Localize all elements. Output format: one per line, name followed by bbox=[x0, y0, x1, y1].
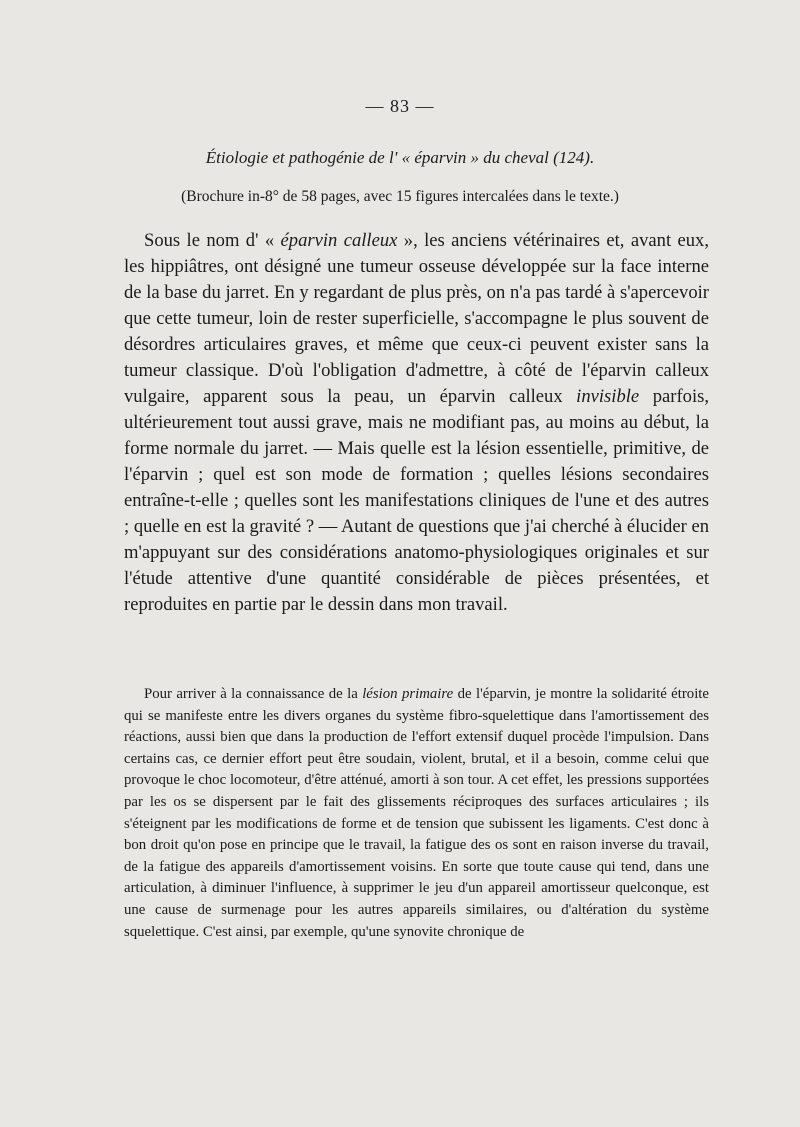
secondary-emphasis-1: lésion primaire bbox=[362, 686, 454, 702]
main-text-2: », les anciens vétérinaires et, avant eux, les hippiâtres, ont désigné une tumeur osseuse développée sur la face interne de la base du jarret. En y regardant de plus près, on n'a pas tardé à s'apercevoir que cette tumeur, loin de rester superficielle, s'accompagne le plus souvent de désordres articulaires graves, et même que ceux-ci peuvent exister sans la tumeur classique. D'où l'obligation d'admettre, à côté de l'éparvin calleux vulgaire, apparent sous la peau, un éparvin calleux bbox=[124, 230, 709, 407]
page-number: — 83 — bbox=[365, 96, 435, 116]
secondary-text-2: de l'éparvin, je montre la solidarité étroite qui se manifeste entre les divers organes du système fibro-squelettique dans l'amortissement des réactions, aussi bien que dans la production de l'effort extensif duquel procède l'impulsion. Dans certains cas, ce dernier effort peut être soudain, violent, brutal, et il a besoin, comme celui que provoque le choc locomoteur, d'être atténué, amorti à son tour. A cet effet, les pressions supportées par les os se dispersent par le fait des glissements réciproques des surfaces articulaires ; ils s'éteignent par les modifications de forme et de tension que subissent les ligaments. C'est donc à bon droit qu'on pose en principe que le travail, la fatigue des os sont en raison inverse du travail, de la fatigue des appareils d'amortissement voisins. En sorte que toute cause qui tend, dans une articulation, à diminuer l'influence, à supprimer le jeu d'un appareil amortisseur quelconque, est une cause de surmenage pour les autres appareils similaires, ou d'altération du système squelettique. C'est ainsi, par exemple, qu'une synovite chronique de bbox=[124, 686, 709, 940]
main-emphasis-2: invisible bbox=[576, 386, 640, 407]
section-subtitle: (Brochure in-8° de 58 pages, avec 15 figures intercalées dans le texte.) bbox=[181, 188, 619, 205]
main-emphasis-1: éparvin calleux bbox=[280, 230, 398, 251]
section-title: Étiologie et pathogénie de l' « éparvin » du cheval (124). bbox=[205, 148, 595, 167]
main-paragraph bbox=[124, 228, 709, 618]
main-text-3: parfois, ultérieurement tout aussi grave, mais ne modifiant pas, au moins au début, la forme normale du jarret. — Mais quelle est la lésion essentielle, primitive, de l'éparvin ; quel est son mode de formation ; quelles lésions secondaires entraîne-t-elle ; quelles sont les manifestations cliniques de l'une et des autres ; quelle en est la gravité ? — Autant de questions que j'ai cherché à élucider en m'appuyant sur des considérations anatomo-physiologiques originales et sur l'étude attentive d'une quantité considérable de pièces présentées, et reproduites en partie par le dessin dans mon travail. bbox=[124, 386, 709, 615]
main-text-1: Sous le nom d' « bbox=[144, 230, 281, 251]
secondary-paragraph bbox=[124, 684, 709, 943]
secondary-text-1: Pour arriver à la connaissance de la bbox=[144, 686, 363, 702]
